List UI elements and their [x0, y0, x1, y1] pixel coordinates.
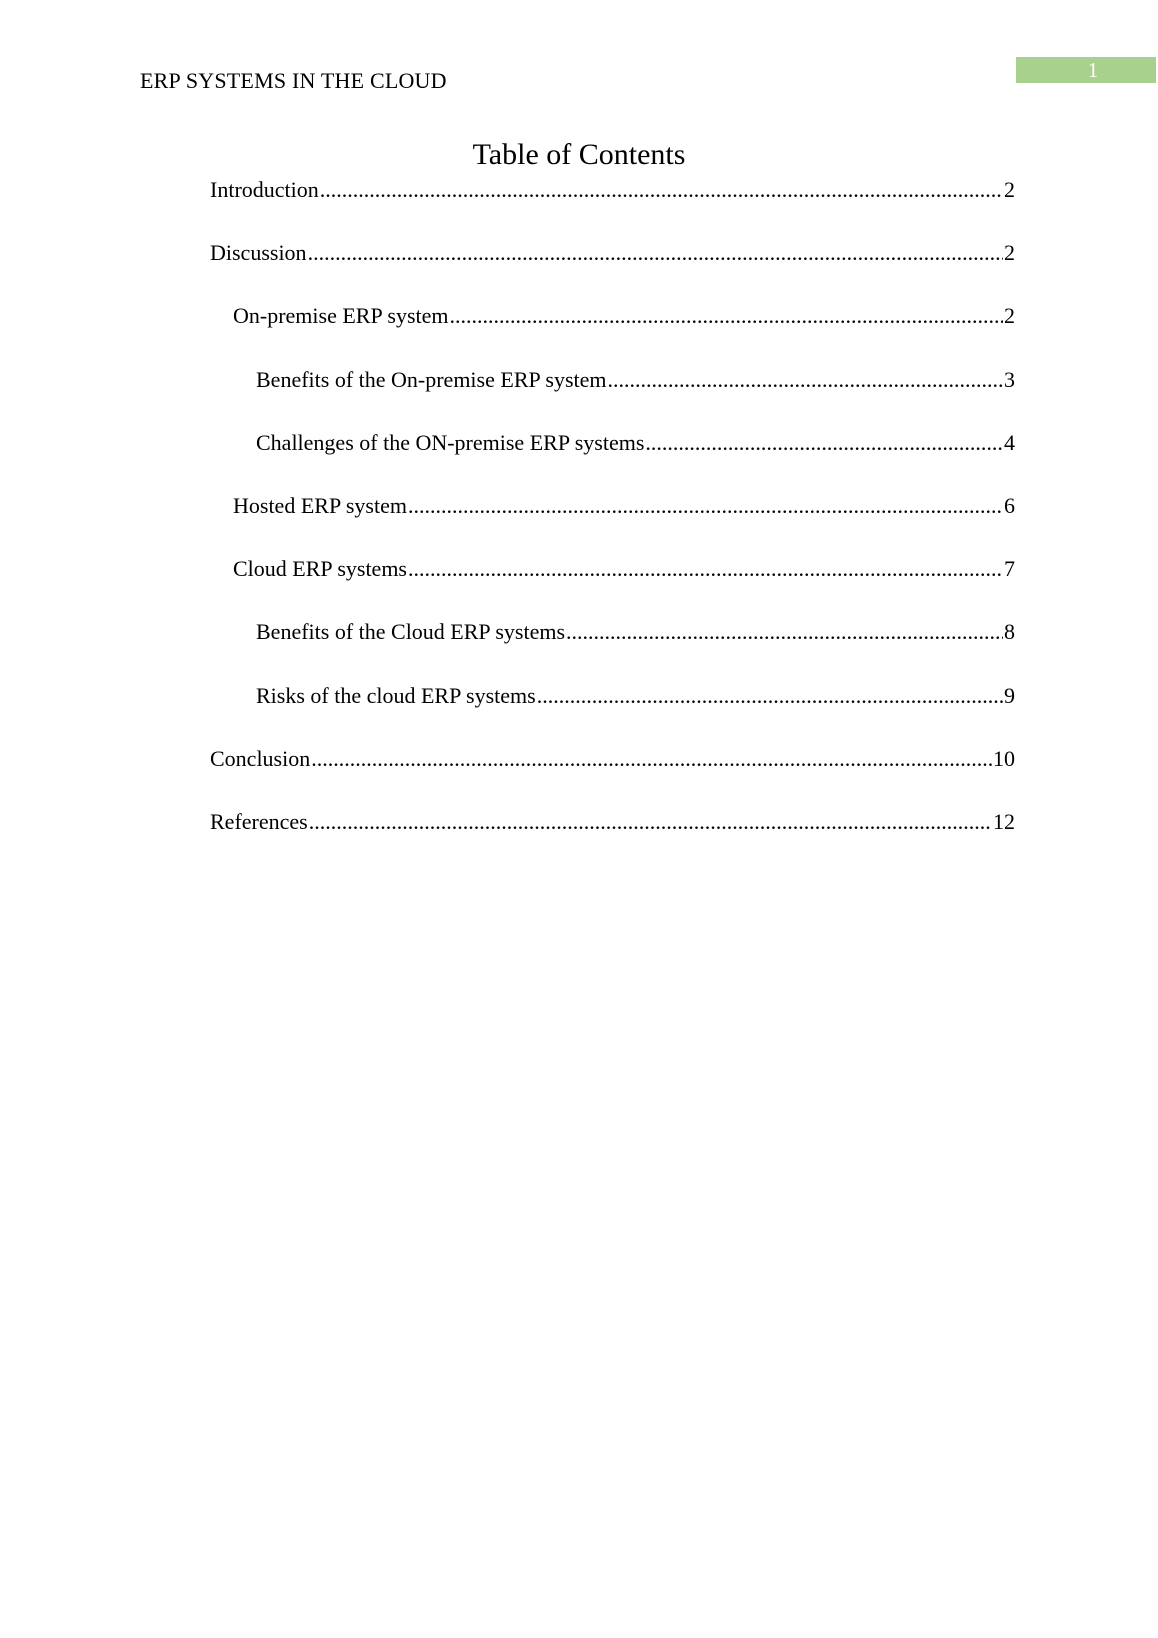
toc-entry-introduction[interactable]: [210, 175, 1015, 238]
toc-entry-page: 4: [1004, 429, 1015, 455]
toc-entry-page: 12: [993, 808, 1015, 834]
toc-entry-label: Discussion: [210, 240, 307, 266]
toc-entry-discussion[interactable]: [210, 238, 1015, 301]
toc-entry-conclusion[interactable]: [210, 744, 1015, 807]
toc-entry-page: 10: [993, 745, 1015, 771]
toc-entry-label: Introduction: [210, 177, 319, 202]
toc-entry-page: 2: [1004, 177, 1015, 202]
running-head: ERP SYSTEMS IN THE CLOUD: [140, 68, 447, 93]
toc-entry-risks-cloud[interactable]: [210, 681, 1015, 744]
toc-dot-leader: [320, 175, 1003, 205]
toc-title: Table of Contents: [472, 138, 686, 171]
toc-entry-label: Conclusion: [210, 745, 311, 771]
toc-dot-leader: [450, 301, 1004, 331]
toc-entry-page: 8: [1004, 619, 1015, 645]
toc-entry-label: On-premise ERP system: [233, 303, 449, 329]
toc-entry-page: 2: [1004, 303, 1015, 329]
toc-dot-leader: [566, 617, 1003, 647]
toc-entry-label: References: [210, 808, 308, 834]
page-number-badge: 1: [1016, 57, 1156, 83]
toc-dot-leader: [645, 428, 1003, 458]
toc-entry-benefits-cloud[interactable]: [210, 617, 1015, 680]
toc-entry-benefits-on-premise[interactable]: [210, 365, 1015, 428]
toc-dot-leader: [309, 807, 992, 837]
toc-dot-leader: [308, 238, 1003, 268]
toc-entry-page: 9: [1004, 682, 1015, 708]
toc-dot-leader: [608, 365, 1003, 395]
toc-dot-leader: [537, 681, 1003, 711]
toc-entry-label: Benefits of the Cloud ERP systems: [256, 619, 566, 645]
toc-entry-label: Hosted ERP system: [233, 492, 407, 518]
toc-entry-label: Benefits of the On-premise ERP system: [256, 366, 607, 392]
toc-dot-leader: [408, 554, 1003, 584]
toc-entry-label: Cloud ERP systems: [233, 556, 407, 582]
toc-dot-leader: [408, 491, 1003, 521]
toc-entry-page: 7: [1004, 556, 1015, 582]
toc-entry-label: Risks of the cloud ERP systems: [256, 682, 536, 708]
toc-list: [210, 175, 1015, 870]
toc-entry-cloud-erp[interactable]: [210, 554, 1015, 617]
toc-entry-references[interactable]: [210, 807, 1015, 870]
toc-entry-page: 3: [1004, 366, 1015, 392]
toc-entry-hosted-erp[interactable]: [210, 491, 1015, 554]
toc-entry-label: Challenges of the ON-premise ERP systems: [256, 429, 645, 455]
toc-entry-page: 6: [1004, 492, 1015, 518]
toc-entry-on-premise-erp[interactable]: [210, 301, 1015, 364]
toc-dot-leader: [311, 744, 992, 774]
toc-entry-page: 2: [1004, 240, 1015, 266]
toc-entry-challenges-on-premise[interactable]: [210, 428, 1015, 491]
